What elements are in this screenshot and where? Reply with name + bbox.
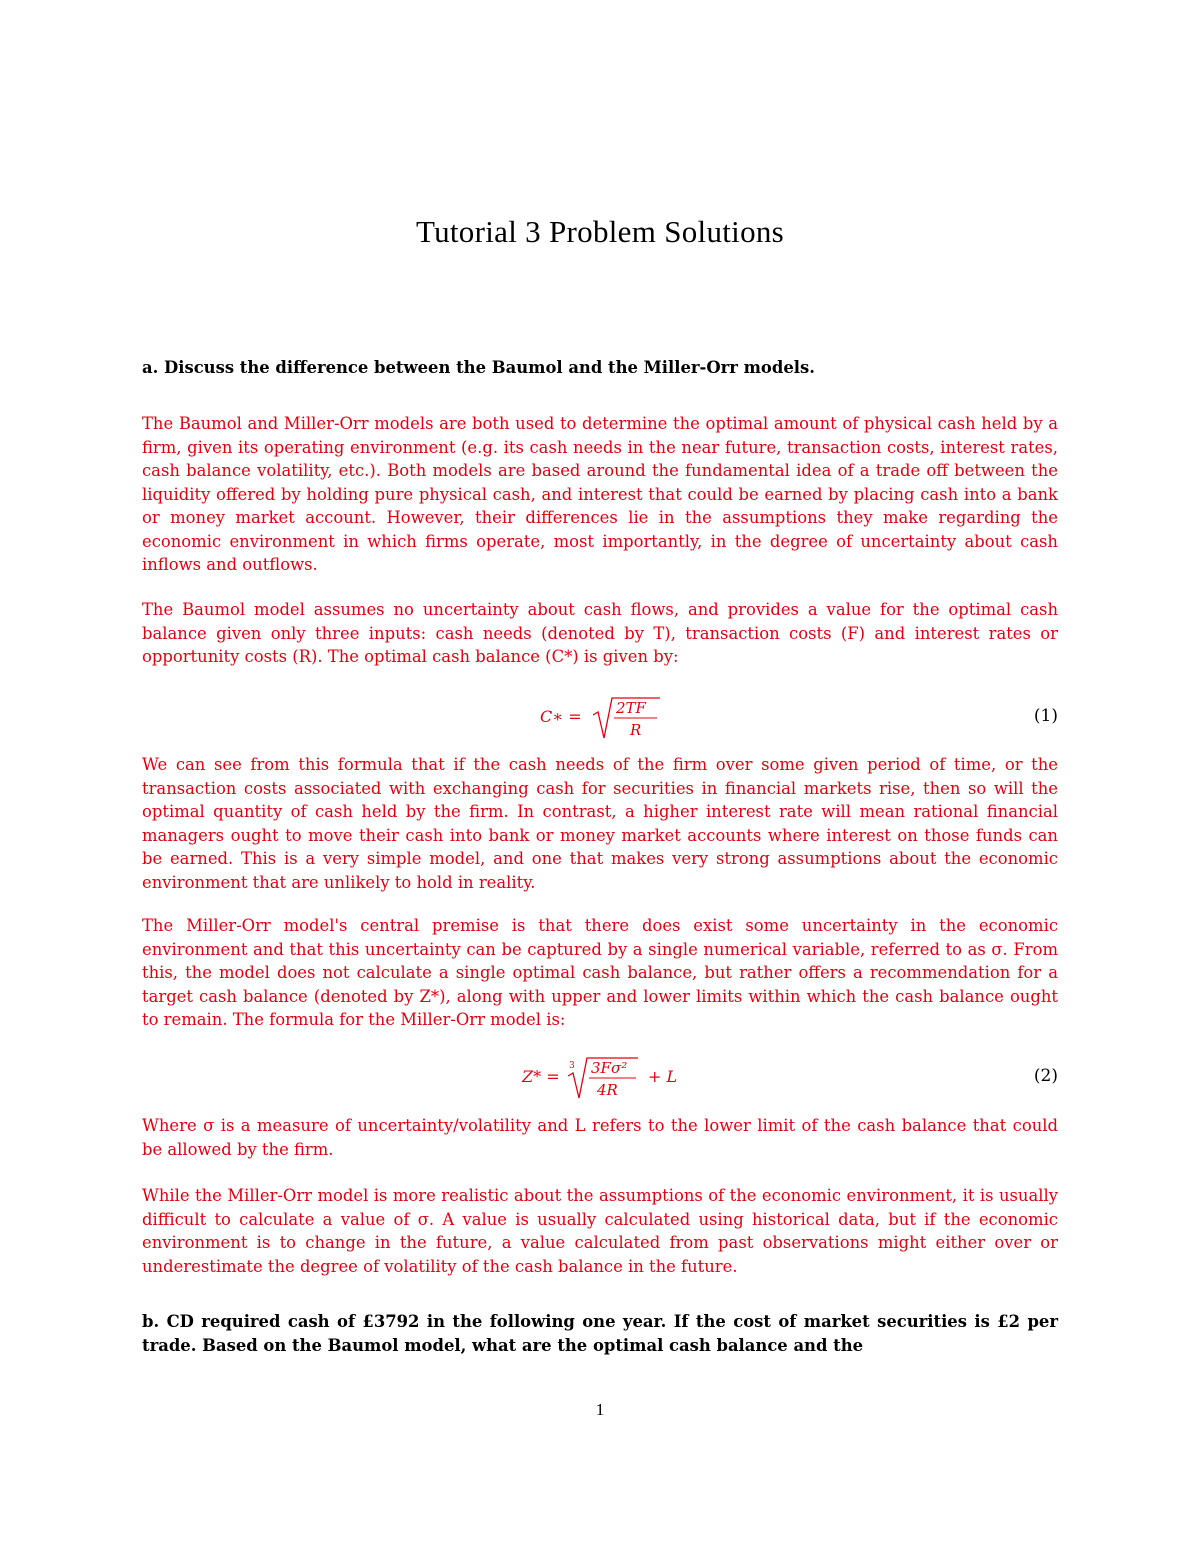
equation-1-label: (1): [1033, 706, 1058, 726]
equation-baumol: [142, 694, 1058, 744]
page-number: 1: [595, 1400, 605, 1419]
equation-2-tail: + L: [648, 1067, 678, 1086]
equation-2-denominator: 4R: [597, 1081, 618, 1099]
answer-paragraph-6: While the Miller-Orr model is more realistic about the assumptions of the economic environment, it is usually difficult to calculate a value of σ. A value is usually calculated using historical data, but if the economic environment is to change in the future, a value calculated from past observations might either over or underestimate the degree of volatility of the cash balance in the future.: [142, 1186, 1058, 1276]
equation-1-lhs: C∗ =: [540, 707, 582, 726]
equation-2-lhs: Z* =: [522, 1067, 560, 1086]
answer-paragraph-4: The Miller-Orr model's central premise is that there does exist some uncertainty in the economic environment and that this uncertainty can be captured by a single numerical variable, referred to as σ. From this, the model does not calculate a single optimal cash balance, but rather offers a recommendation for a target cash balance (denoted by Z*), along with upper and lower limits within which the cash balance ought to remain. The formula for the Miller-Orr model is:: [142, 916, 1058, 1029]
equation-miller-orr-formula: [142, 1054, 1058, 1104]
answer-paragraph-5: Where σ is a measure of uncertainty/volatility and L refers to the lower limit of the cash balance that could be allowed by the firm.: [142, 1116, 1058, 1159]
answer-paragraph-2: The Baumol model assumes no uncertainty about cash flows, and provides a value for the optimal cash balance given only three inputs: cash needs (denoted by T), transaction costs (F) and interest rates or opportunity costs (R). The optimal cash balance (C*) is given by:: [142, 600, 1058, 666]
equation-2-numerator: 3Fσ²: [591, 1059, 628, 1077]
question-a: a. Discuss the difference between the Baumol and the Miller-Orr models.: [142, 358, 815, 377]
equation-miller-orr: [142, 1054, 1058, 1104]
equation-2-root-index: 3: [569, 1061, 575, 1071]
question-b: b. CD required cash of £3792 in the following one year. If the cost of market securities is £2 per trade. Based on the Baumol model, what are the optimal cash balance and the: [142, 1312, 1058, 1355]
equation-2-label: (2): [1033, 1066, 1058, 1086]
equation-1-numerator: 2TF: [616, 699, 646, 717]
answer-paragraph-1: The Baumol and Miller-Orr models are both used to determine the optimal amount of physical cash held by a firm, given its operating environment (e.g. its cash needs in the near future, transaction costs, interest rates, cash balance volatility, etc.). Both models are based around the fundamental idea of a trade off between the liquidity offered by holding pure physical cash, and interest that could be earned by placing cash into a bank or money market account. However, their differences lie in the assumptions they make regarding the economic environment in which firms operate, most importantly, in the degree of uncertainty about cash inflows and outflows.: [142, 414, 1058, 574]
page-title: Tutorial 3 Problem Solutions: [415, 214, 785, 249]
equation-baumol-formula: [142, 694, 1058, 744]
equation-1-denominator: R: [630, 721, 642, 739]
answer-paragraph-3: We can see from this formula that if the cash needs of the firm over some given period of time, or the transaction costs associated with exchanging cash for securities in financial markets rise, then so will the optimal quantity of cash held by the firm. In contrast, a higher interest rate will mean rational financial managers ought to move their cash into bank or money market accounts where interest on those funds can be earned. This is a very simple model, and one that makes very strong assumptions about the economic environment that are unlikely to hold in reality.: [142, 755, 1058, 892]
